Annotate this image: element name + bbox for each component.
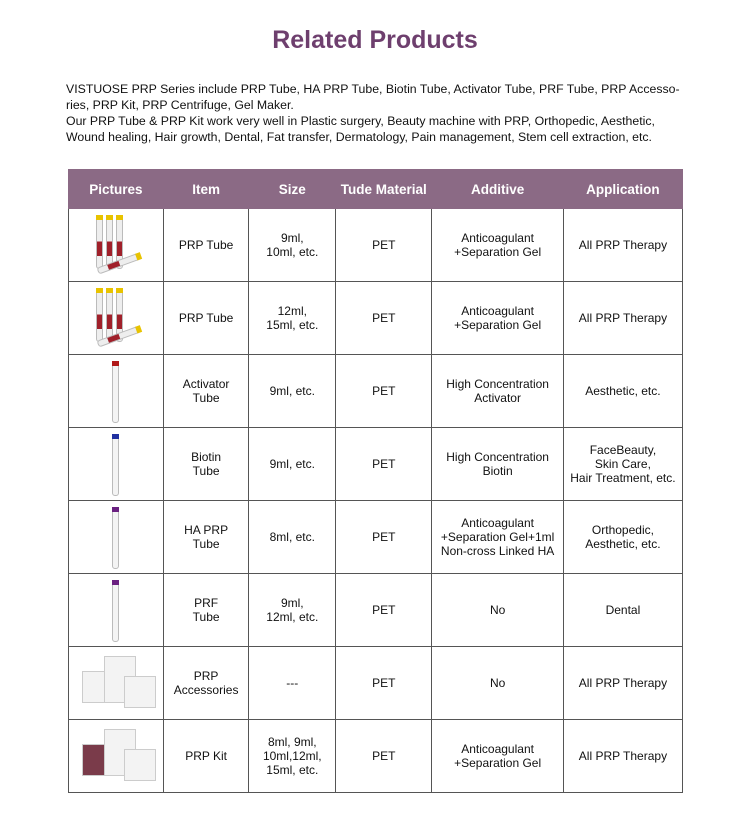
- item-text: PRF: [194, 596, 219, 610]
- size-text: 9ml, etc.: [269, 384, 315, 398]
- application-text: All PRP Therapy: [578, 311, 668, 325]
- product-picture-cell: [69, 647, 164, 720]
- material-text: PET: [372, 238, 396, 252]
- product-picture-cell: [69, 209, 164, 282]
- material-cell: [336, 647, 432, 720]
- item-text: PRP Kit: [185, 749, 227, 763]
- product-image: [74, 651, 158, 715]
- application-cell: [563, 282, 682, 355]
- size-cell: [249, 647, 336, 720]
- item-text: PRP: [193, 669, 219, 683]
- item-cell: [163, 209, 249, 282]
- size-text: 8ml, 9ml,: [267, 735, 317, 749]
- material-text: PET: [372, 457, 396, 471]
- application-cell: [563, 720, 682, 793]
- additive-text: High Concentration: [446, 377, 549, 391]
- size-text: 15ml, etc.: [266, 763, 319, 777]
- additive-text: Non-cross Linked HA: [440, 544, 555, 558]
- material-cell: [336, 355, 432, 428]
- item-cell: [163, 282, 249, 355]
- product-image: [74, 724, 158, 788]
- application-text: All PRP Therapy: [578, 676, 668, 690]
- column-header: Tude Material: [336, 170, 432, 209]
- additive-text: +Separation Gel: [454, 756, 542, 770]
- size-text: 12ml,: [277, 304, 307, 318]
- page-title: Related Products: [272, 26, 478, 54]
- size-text: 9ml,: [280, 596, 304, 610]
- application-cell: [563, 501, 682, 574]
- size-text: 9ml, etc.: [269, 457, 315, 471]
- size-text: 10ml, etc.: [266, 245, 319, 259]
- column-header: Item: [163, 170, 249, 209]
- product-image: [74, 213, 158, 277]
- additive-text: Anticoagulant: [461, 516, 534, 530]
- additive-text: +Separation Gel+1ml: [440, 530, 555, 544]
- additive-cell: [432, 720, 564, 793]
- size-text: 12ml, etc.: [266, 610, 319, 624]
- additive-cell: [432, 574, 564, 647]
- table-row: [69, 209, 683, 282]
- item-cell: [163, 720, 249, 793]
- size-text: 8ml, etc.: [269, 530, 315, 544]
- material-cell: [336, 720, 432, 793]
- product-picture-cell: [69, 720, 164, 793]
- material-text: PET: [372, 749, 396, 763]
- product-picture-cell: [69, 428, 164, 501]
- application-text: Skin Care,: [594, 457, 651, 471]
- material-cell: [336, 574, 432, 647]
- size-cell: [249, 574, 336, 647]
- additive-cell: [432, 428, 564, 501]
- additive-cell: [432, 209, 564, 282]
- application-cell: [563, 647, 682, 720]
- additive-text: Anticoagulant: [461, 304, 534, 318]
- additive-text: Activator: [474, 391, 521, 405]
- table-row: [69, 355, 683, 428]
- item-cell: [163, 574, 249, 647]
- size-text: ---: [286, 676, 299, 690]
- item-text: PRP Tube: [178, 311, 234, 325]
- item-cell: [163, 501, 249, 574]
- size-cell: [249, 501, 336, 574]
- column-header: Additive: [432, 170, 564, 209]
- additive-text: +Separation Gel: [454, 318, 542, 332]
- item-text: Tube: [192, 610, 220, 624]
- intro-paragraph: Our PRP Tube & PRP Kit work very well in Plastic surgery, Beauty machine with PRP, Orthopedic, Aesthetic, Wound healing, Hair growth, Dental, Fat transfer, Dermatology, Pain management, Stem cell extraction, etc.: [66, 114, 655, 144]
- item-text: Tube: [192, 537, 220, 551]
- intro-text: [66, 81, 691, 145]
- additive-cell: [432, 647, 564, 720]
- material-cell: [336, 428, 432, 501]
- material-cell: [336, 282, 432, 355]
- product-picture-cell: [69, 501, 164, 574]
- item-text: Biotin: [191, 450, 222, 464]
- table-row: [69, 501, 683, 574]
- size-cell: [249, 282, 336, 355]
- additive-cell: [432, 501, 564, 574]
- item-text: Tube: [192, 391, 220, 405]
- application-text: All PRP Therapy: [578, 238, 668, 252]
- material-text: PET: [372, 311, 396, 325]
- table-row: [69, 428, 683, 501]
- material-cell: [336, 209, 432, 282]
- product-picture-cell: [69, 282, 164, 355]
- size-cell: [249, 720, 336, 793]
- material-text: PET: [372, 384, 396, 398]
- product-image: [74, 505, 158, 569]
- additive-text: Anticoagulant: [461, 231, 534, 245]
- material-text: PET: [372, 676, 396, 690]
- table-row: [69, 282, 683, 355]
- product-image: [74, 286, 158, 350]
- product-image: [74, 578, 158, 642]
- additive-text: +Separation Gel: [454, 245, 542, 259]
- item-text: HA PRP: [184, 523, 229, 537]
- item-cell: [163, 355, 249, 428]
- application-text: All PRP Therapy: [578, 749, 668, 763]
- additive-cell: [432, 355, 564, 428]
- product-image: [74, 359, 158, 423]
- column-header: Size: [249, 170, 336, 209]
- application-cell: [563, 209, 682, 282]
- size-text: 9ml,: [280, 231, 304, 245]
- additive-text: No: [489, 676, 506, 690]
- application-text: Orthopedic,: [591, 523, 654, 537]
- item-cell: [163, 428, 249, 501]
- application-cell: [563, 574, 682, 647]
- size-cell: [249, 355, 336, 428]
- application-cell: [563, 428, 682, 501]
- table-row: [69, 574, 683, 647]
- size-text: 15ml, etc.: [266, 318, 319, 332]
- application-text: Dental: [605, 603, 641, 617]
- additive-text: Biotin: [482, 464, 513, 478]
- additive-text: No: [489, 603, 506, 617]
- application-text: Hair Treatment, etc.: [570, 471, 676, 485]
- material-cell: [336, 501, 432, 574]
- size-cell: [249, 428, 336, 501]
- column-header: Application: [563, 170, 682, 209]
- application-text: FaceBeauty,: [589, 443, 657, 457]
- intro-paragraph: VISTUOSE PRP Series include PRP Tube, HA PRP Tube, Biotin Tube, Activator Tube, PRF Tube, PRP Accesso-ries, PRP Kit, PRP Centrifuge, Gel Maker.: [66, 82, 680, 112]
- application-text: Aesthetic, etc.: [585, 384, 661, 398]
- item-cell: [163, 647, 249, 720]
- additive-cell: [432, 282, 564, 355]
- table-row: [69, 647, 683, 720]
- column-header: Pictures: [69, 170, 164, 209]
- product-picture-cell: [69, 574, 164, 647]
- material-text: PET: [372, 530, 396, 544]
- table-row: [69, 720, 683, 793]
- product-image: [74, 432, 158, 496]
- additive-text: High Concentration: [446, 450, 549, 464]
- item-text: Accessories: [173, 683, 239, 697]
- material-text: PET: [372, 603, 396, 617]
- item-text: PRP Tube: [178, 238, 234, 252]
- additive-text: Anticoagulant: [461, 742, 534, 756]
- application-text: Aesthetic, etc.: [585, 537, 661, 551]
- size-cell: [249, 209, 336, 282]
- item-text: Tube: [192, 464, 220, 478]
- products-table: [68, 169, 683, 793]
- item-text: Activator: [182, 377, 230, 391]
- application-cell: [563, 355, 682, 428]
- product-picture-cell: [69, 355, 164, 428]
- size-text: 10ml,12ml,: [262, 749, 322, 763]
